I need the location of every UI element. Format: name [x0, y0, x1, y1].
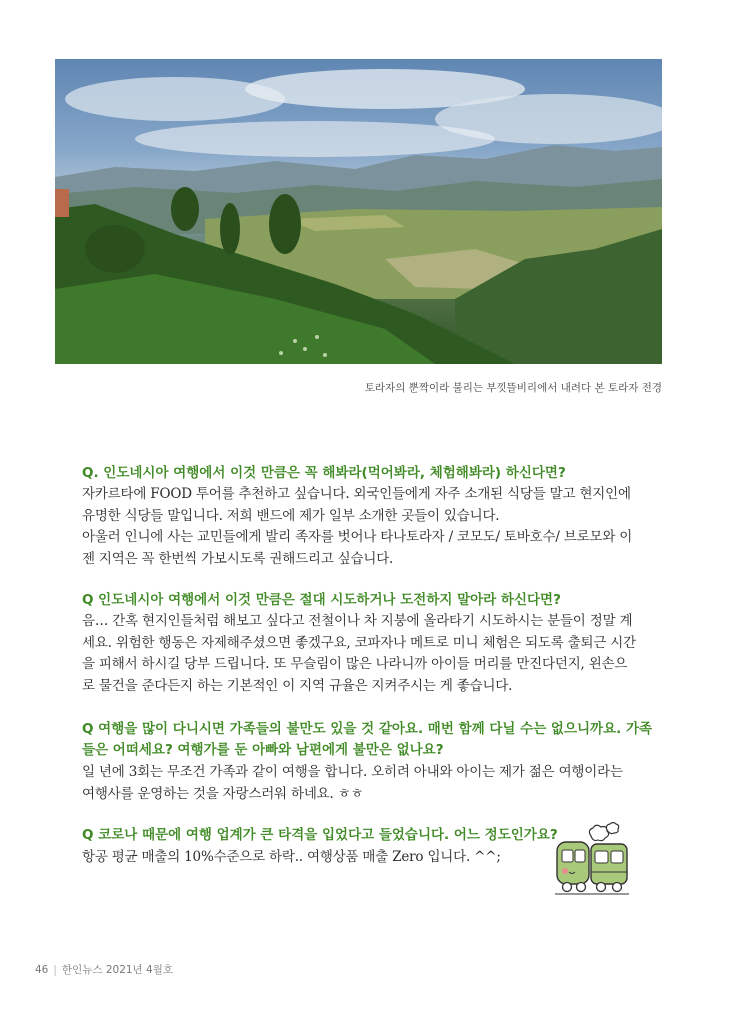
answer-1-line: 유명한 식당들 말입니다. 저희 밴드에 제가 일부 소개한 곳들이 있습니다. — [82, 507, 500, 524]
question-4: Q 코로나 때문에 여행 업계가 큰 타격을 입었다고 들었습니다. 어느 정도인가요? — [82, 827, 558, 843]
answer-2-line: 로 물건을 준다든지 하는 기본적인 이 지역 규율은 지켜주시는 게 좋습니다. — [82, 677, 513, 694]
question-1: Q. 인도네시아 여행에서 이것 만큼은 꼭 해봐라(먹어봐라, 체험해봐라) 하신다면? — [82, 465, 566, 481]
answer-2-line: 을 피해서 하시길 당부 드립니다. 또 무슬림이 많은 나라니까 아이들 머리를 만진다던지, 왼손으 — [82, 656, 628, 672]
answer-4-line: 항공 평균 매출의 10%수준으로 하락.. 여행상품 매출 Zero 입니다. ^^; — [82, 849, 501, 865]
photo-caption: 토라자의 뿐짝이라 불리는 부낏뜰비리에서 내려다 본 토라자 전경 — [364, 382, 662, 394]
answer-1 — [82, 484, 672, 570]
steam-icon — [589, 823, 618, 841]
page-footer — [35, 962, 173, 977]
answer-1-line: 젠 지역은 꼭 한번씩 가보시도록 권해드리고 싶습니다. — [82, 550, 394, 567]
answer-3-line: 일 년에 3회는 무조건 가족과 같이 여행을 합니다. 오히려 아내와 아이는 제가 젊은 여행이라는 — [82, 764, 623, 780]
answer-2-line: 세요. 위험한 행동은 자제해주셨으면 좋겠구요, 코파자나 메트로 미니 체험은 되도록 출퇴근 시간 — [82, 634, 636, 651]
question-3 — [82, 719, 672, 761]
question-3-line: Q 여행을 많이 다니시면 가족들의 불만도 있을 것 같아요. 매번 함께 다닐 수는 없으니까요. 가족 — [82, 721, 653, 737]
publication-name: 한인뉴스 2021년 4월호 — [61, 964, 173, 976]
answer-3 — [82, 762, 672, 805]
footer-separator: | — [53, 964, 57, 976]
train-illustration — [553, 822, 631, 904]
answer-3-line: 여행사를 운영하는 것을 자랑스러워 하네요. ㅎㅎ — [82, 785, 364, 802]
answer-2 — [82, 611, 672, 697]
question-3-line: 들은 어떠세요? 여행가를 둔 아빠와 남편에게 불만은 없나요? — [82, 742, 444, 758]
answer-1-line: 아울러 인니에 사는 교민들에게 발리 족자를 벗어나 타나토라자 / 코모도/ 토바호수/ 브로모와 이 — [82, 529, 633, 545]
landscape-illustration — [55, 59, 662, 364]
page-number: 46 — [35, 964, 49, 976]
landscape-photo — [55, 59, 662, 364]
question-2: Q 인도네시아 여행에서 이것 만큼은 절대 시도하거나 도전하지 말아라 하신다면? — [82, 592, 561, 608]
answer-1-line: 자카르타에 FOOD 투어를 추천하고 싶습니다. 외국인들에게 자주 소개된 식당들 말고 현지인에 — [82, 486, 631, 502]
answer-2-line: 음… 간혹 현지인들처럼 해보고 싶다고 전철이나 차 지붕에 올라타기 시도하시는 분들이 정말 계 — [82, 613, 633, 629]
